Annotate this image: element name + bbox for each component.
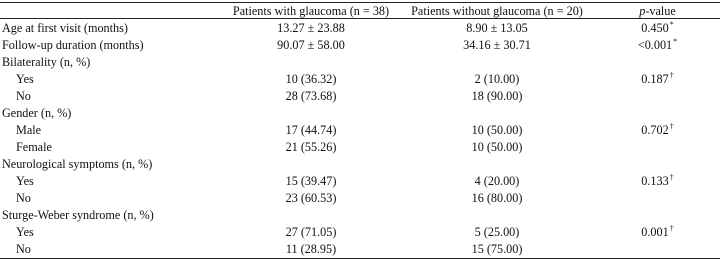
section-heading-row xyxy=(0,156,722,172)
without-glaucoma-value: 10 (50.00) xyxy=(471,140,523,154)
table-row xyxy=(0,37,722,53)
section-heading: Bilaterality (n, %) xyxy=(2,55,91,69)
header-p-suffix: -value xyxy=(645,4,676,18)
p-value-number: 0.450 xyxy=(641,21,669,35)
p-value xyxy=(600,190,715,206)
table-row xyxy=(0,71,722,87)
p-value xyxy=(600,156,715,172)
p-value-number: 0.187 xyxy=(641,72,669,86)
row-label: No xyxy=(16,242,31,256)
with-glaucoma-value: 17 (44.74) xyxy=(285,123,337,137)
footnote-mark: † xyxy=(669,173,674,182)
section-heading-row xyxy=(0,54,722,70)
with-glaucoma-value: 90.07 ± 58.00 xyxy=(277,38,345,52)
table-row xyxy=(0,122,722,138)
row-label: No xyxy=(16,89,31,103)
with-glaucoma-value: 10 (36.32) xyxy=(285,72,337,86)
table-row xyxy=(0,20,722,36)
without-glaucoma-value: 16 (80.00) xyxy=(471,191,523,205)
p-value xyxy=(600,173,715,189)
without-glaucoma-value: 18 (90.00) xyxy=(471,89,523,103)
row-label: Yes xyxy=(16,225,34,239)
row-label: Female xyxy=(16,140,52,154)
p-value xyxy=(600,105,715,121)
row-label: Yes xyxy=(16,174,34,188)
without-glaucoma-value: 34.16 ± 30.71 xyxy=(463,38,531,52)
p-value xyxy=(600,207,715,223)
without-glaucoma-value: 8.90 ± 13.05 xyxy=(466,21,528,35)
table-row xyxy=(0,224,722,240)
table-row xyxy=(0,173,722,189)
footnote-mark: * xyxy=(673,37,678,46)
with-glaucoma-value: 15 (39.47) xyxy=(285,174,337,188)
without-glaucoma-value: 15 (75.00) xyxy=(471,242,523,256)
with-glaucoma-value: 28 (73.68) xyxy=(285,89,337,103)
section-heading: Sturge-Weber syndrome (n, %) xyxy=(2,208,154,222)
with-glaucoma-value: 27 (71.05) xyxy=(285,225,337,239)
without-glaucoma-value: 2 (10.00) xyxy=(474,72,520,86)
p-value-number: 0.001 xyxy=(641,225,669,239)
row-label: Yes xyxy=(16,72,34,86)
p-value xyxy=(600,122,715,138)
p-value xyxy=(600,54,715,70)
section-heading-row xyxy=(0,207,722,223)
p-value xyxy=(600,88,715,104)
p-value xyxy=(600,71,715,87)
header-with-glaucoma: Patients with glaucoma (n = 38) xyxy=(232,4,390,18)
table-row xyxy=(0,241,722,257)
p-value-number: 0.702 xyxy=(641,123,669,137)
p-value xyxy=(600,224,715,240)
p-value xyxy=(600,139,715,155)
row-label: Follow-up duration (months) xyxy=(2,38,144,52)
table-header-rule xyxy=(0,18,720,19)
p-value xyxy=(600,241,715,257)
table-row xyxy=(0,139,722,155)
footnote-mark: † xyxy=(669,224,674,233)
p-value-number: 0.133 xyxy=(641,174,669,188)
with-glaucoma-value: 21 (55.26) xyxy=(285,140,337,154)
p-value xyxy=(600,37,715,53)
footnote-mark: † xyxy=(669,71,674,80)
without-glaucoma-value: 10 (50.00) xyxy=(471,123,523,137)
with-glaucoma-value: 11 (28.95) xyxy=(285,242,337,256)
p-value xyxy=(600,20,715,36)
footnote-mark: * xyxy=(669,20,674,29)
table-row xyxy=(0,190,722,206)
p-value-number: <0.001 xyxy=(637,38,673,52)
table-row xyxy=(0,88,722,104)
header-p-value xyxy=(600,3,715,19)
without-glaucoma-value: 4 (20.00) xyxy=(474,174,520,188)
footnote-mark: † xyxy=(669,122,674,131)
section-heading: Neurological symptoms (n, %) xyxy=(2,157,153,171)
table-bottom-rule xyxy=(0,258,720,259)
without-glaucoma-value: 5 (25.00) xyxy=(474,225,520,239)
table-header-row xyxy=(0,3,722,19)
header-without-glaucoma: Patients without glaucoma (n = 20) xyxy=(411,4,583,18)
with-glaucoma-value: 13.27 ± 23.88 xyxy=(277,21,345,35)
row-label: Male xyxy=(16,123,42,137)
with-glaucoma-value: 23 (60.53) xyxy=(285,191,337,205)
header-p-italic: p xyxy=(639,4,646,18)
row-label: Age at first visit (months) xyxy=(2,21,128,35)
section-heading: Gender (n, %) xyxy=(2,106,72,120)
row-label: No xyxy=(16,191,31,205)
section-heading-row xyxy=(0,105,722,121)
